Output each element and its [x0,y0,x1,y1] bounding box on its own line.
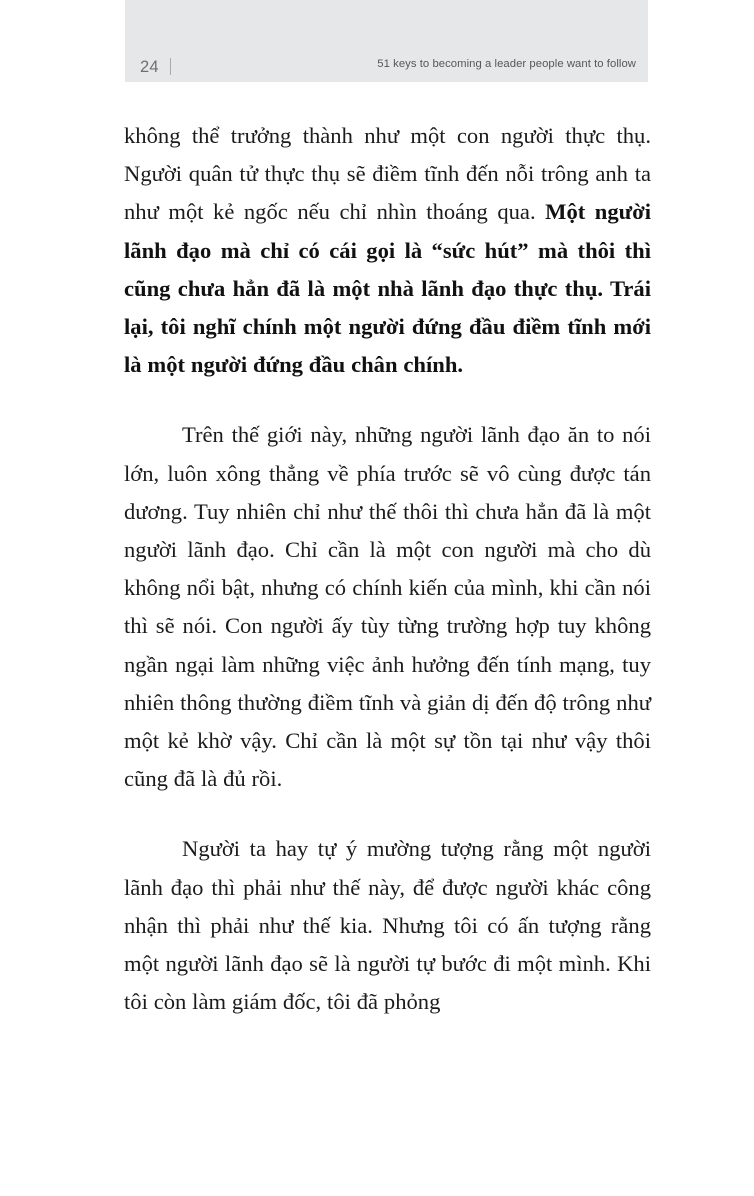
running-header [125,0,648,82]
folio-divider-icon [170,58,171,75]
paragraph-3-run-1: Người ta hay tự ý mường tượng rằng một người lãnh đạo thì phải như thế này, để được người khác công nhận thì phải như thế kia. Nhưng tôi có ấn tượng rằng một người lãnh đạo sẽ là người tự bước đi một mình. Khi tôi còn làm giám đốc, tôi đã phỏng [124,836,651,1015]
running-title: 51 keys to becoming a leader people want to follow [377,58,636,71]
paragraph-2 [124,416,651,798]
page-number: 24 [140,57,159,76]
body-text-column [124,117,651,1021]
running-header-content [125,48,648,82]
paragraph-2-run-1: Trên thế giới này, những người lãnh đạo ăn to nói lớn, luôn xông thẳng về phía trước sẽ vô cùng được tán dương. Tuy nhiên chỉ như thế thôi thì chưa hẳn đã là một người lãnh đạo. Chỉ cần là một con người mà cho dù không nổi bật, nhưng có chính kiến của mình, khi cần nói thì sẽ nói. Con người ấy tùy từng trường hợp tuy không ngần ngại làm những việc ảnh hưởng đến tính mạng, tuy nhiên thông thường điềm tĩnh và giản dị đến độ trông như một kẻ khờ vậy. Chỉ cần là một sự tồn tại như vậy thôi cũng đã là đủ rồi. [124,422,651,792]
paragraph-3 [124,830,651,1021]
paragraph-spacer [124,798,651,830]
paragraph-1-run-1: không thể trưởng thành như một con người thực thụ. Người quân tử thực thụ sẽ điềm tĩnh đến nỗi trông anh ta như một kẻ ngốc nếu chỉ nhìn thoáng qua. [124,123,651,225]
paragraph-1-emphasis: Một người lãnh đạo mà chỉ có cái gọi là “sức hút” mà thôi thì cũng chưa hẳn đã là một nhà lãnh đạo thực thụ. Trái lại, tôi nghĩ chính một người đứng đầu điềm tĩnh mới là một người đứng đầu chân chính. [124,199,652,378]
folio-group [140,55,171,76]
paragraph-spacer [124,384,651,416]
paragraph-1 [124,117,651,384]
